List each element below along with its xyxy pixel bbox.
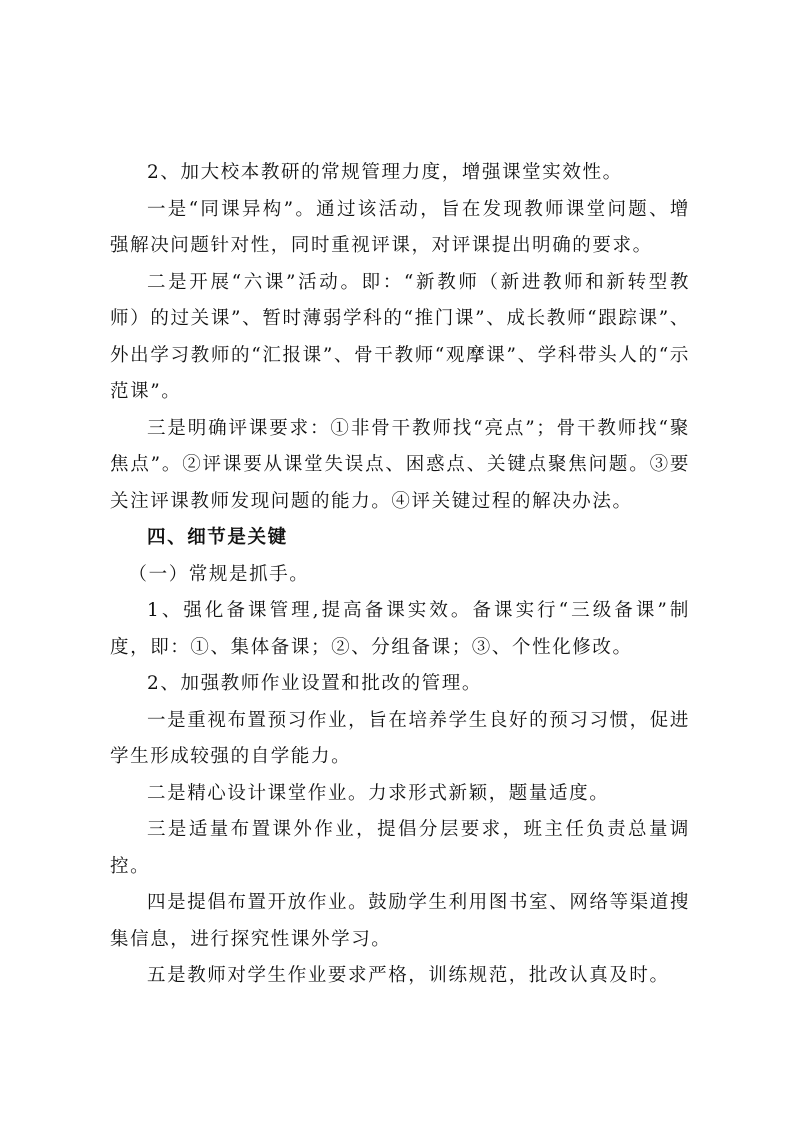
paragraph-7: 1、强化备课管理,提高备课实效。备课实行“三级备课”制度，即：①、集体备课；②、分组备课；③、个性化修改。 — [110, 600, 690, 658]
paragraph-13: 五是教师对学生作业要求严格，训练规范，批改认真及时。 — [147, 965, 670, 986]
paragraph-3: 二是开展“六课”活动。即：“新教师（新进教师和新转型教师）的过关课”、暂时薄弱学科的“推门课”、成长教师“跟踪课”、外出学习教师的“汇报课”、骨干教师“观摩课”、学科带头人的“示范课”。 — [110, 271, 690, 402]
section-heading: 四、细节是关键 — [147, 527, 288, 548]
paragraph-1: 2、加大校本教研的常规管理力度，增强课堂实效性。 — [147, 162, 623, 183]
paragraph-2: 一是“同课异构”。通过该活动，旨在发现教师课堂问题、增强解决问题针对性，同时重视评课，对评课提出明确的要求。 — [110, 198, 690, 256]
paragraph-11: 三是适量布置课外作业，提倡分层要求，班主任负责总量调控。 — [110, 819, 690, 877]
paragraph-9: 一是重视布置预习作业，旨在培养学生良好的预习习惯，促进学生形成较强的自学能力。 — [110, 709, 690, 767]
paragraph-10: 二是精心设计课堂作业。力求形式新颖，题量适度。 — [147, 782, 610, 804]
subsection-heading: （一）常规是抓手。 — [128, 563, 310, 585]
paragraph-4: 三是明确评课要求：①非骨干教师找“亮点”；骨干教师找“聚焦点”。②评课要从课堂失误点、困惑点、关键点聚焦问题。③要关注评课教师发现问题的能力。④评关键过程的解决办法。 — [110, 417, 690, 512]
document-body — [110, 155, 690, 995]
paragraph-12: 四是提倡布置开放作业。鼓励学生利用图书室、网络等渠道搜集信息，进行探究性课外学习。 — [110, 892, 690, 950]
paragraph-8: 2、加强教师作业设置和批改的管理。 — [147, 673, 482, 694]
